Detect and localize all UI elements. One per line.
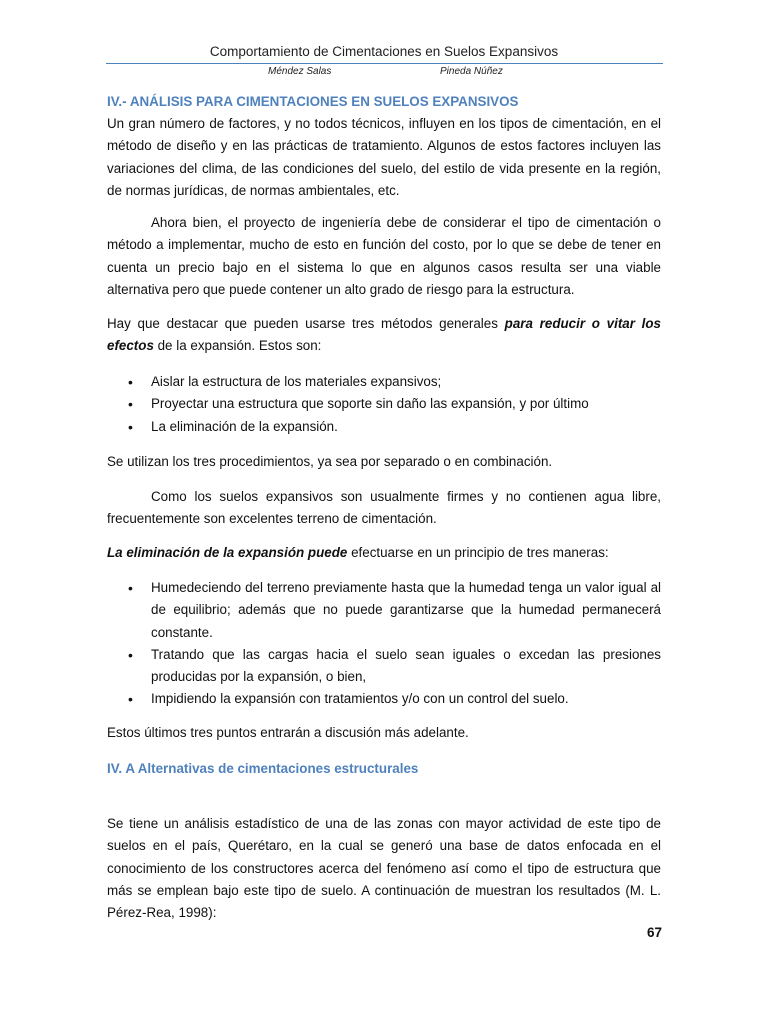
paragraph-6 xyxy=(107,542,661,564)
paragraph-6-block xyxy=(107,542,661,564)
list-item: • Humedeciendo del terreno previamente hasta que la humedad tenga un valor igual al de equilibrio; además que no puede garantizarse que la humedad permanecerá constante. xyxy=(107,577,661,644)
header-divider xyxy=(106,63,663,64)
paragraph-6-end: efectuarse en un principio de tres maneras: xyxy=(347,545,609,560)
list-item: • Tratando que las cargas hacia el suelo sean iguales o excedan las presiones producidas por la expansión, o bien, xyxy=(107,644,661,689)
list-item: • Impidiendo la expansión con tratamientos y/o con un control del suelo. xyxy=(107,688,661,710)
list-item: • La eliminación de la expansión. xyxy=(107,416,661,438)
paragraph-4: Se utilizan los tres procedimientos, ya sea por separado o en combinación. xyxy=(107,454,553,469)
paragraph-3-block xyxy=(107,313,661,358)
subsection-heading-block xyxy=(107,758,661,780)
paragraph-1: Un gran número de factores, y no todos técnicos, influyen en los tipos de cimentación, en el método de diseño y en las prácticas de tratamiento. Algunos de estos factores incluyen las variaciones del clima, de las condiciones del suelo, del estilo de vida presente en la región, de normas jurídicas, de normas ambientales, etc. xyxy=(107,116,661,198)
list-item: • Proyectar una estructura que soporte sin daño las expansión, y por último xyxy=(107,393,661,415)
paragraph-3 xyxy=(107,313,661,358)
subsection-paragraph-block xyxy=(107,813,661,924)
methods-list-block xyxy=(107,371,661,438)
page-number: 67 xyxy=(646,925,662,940)
paragraph-3-end: de la expansión. Estos son: xyxy=(153,338,322,354)
header-author-1: Méndez Salas xyxy=(268,66,332,77)
elimination-list-block xyxy=(107,577,661,711)
paragraph-3-emphasis: para reducir o vitar los efectos xyxy=(107,316,662,354)
paragraph-3-start: Hay que destacar que pueden usarse tres métodos generales xyxy=(107,316,505,331)
section-heading: IV.- ANÁLISIS PARA CIMENTACIONES EN SUELOS EXPANSIVOS xyxy=(107,94,519,109)
paragraph-7-block xyxy=(107,722,661,744)
section-block xyxy=(107,91,661,202)
subsection-heading: IV. A Alternativas de cimentaciones estructurales xyxy=(107,761,419,776)
elimination-list xyxy=(107,577,661,711)
paragraph-6-emphasis: La eliminación de la expansión puede xyxy=(107,545,348,560)
paragraph-2-block xyxy=(107,212,661,301)
methods-list xyxy=(107,371,661,438)
paragraph-5-block xyxy=(107,486,661,531)
header-author-2: Pineda Núñez xyxy=(440,66,503,77)
paragraph-2: Ahora bien, el proyecto de ingeniería debe de considerar el tipo de cimentación o método a implementar, mucho de esto en función del costo, por lo que se debe de tener en cuenta un precio bajo en el sistema lo que en algunos casos resulta ser una viable alternativa pero que puede contener un alto grado de riesgo para la estructura. xyxy=(107,215,661,297)
list-item: • Aislar la estructura de los materiales expansivos; xyxy=(107,371,661,393)
paragraph-7: Estos últimos tres puntos entrarán a discusión más adelante. xyxy=(107,725,469,740)
running-header-title: Comportamiento de Cimentaciones en Suelos Expansivos xyxy=(209,44,559,59)
paragraph-4-block xyxy=(107,451,661,473)
paragraph-5: Como los suelos expansivos son usualmente firmes y no contienen agua libre, frecuentemente son excelentes terreno de cimentación. xyxy=(107,489,661,527)
subsection-paragraph-1: Se tiene un análisis estadístico de una de las zonas con mayor actividad de este tipo de suelos en el país, Querétaro, en la cual se generó una base de datos enfocada en el conocimiento de los constructores acerca del fenómeno así como el tipo de estructura que más se emplean bajo este tipo de suelo. A continuación de muestran los resultados (M. L. Pérez-Rea, 1998): xyxy=(107,816,661,921)
